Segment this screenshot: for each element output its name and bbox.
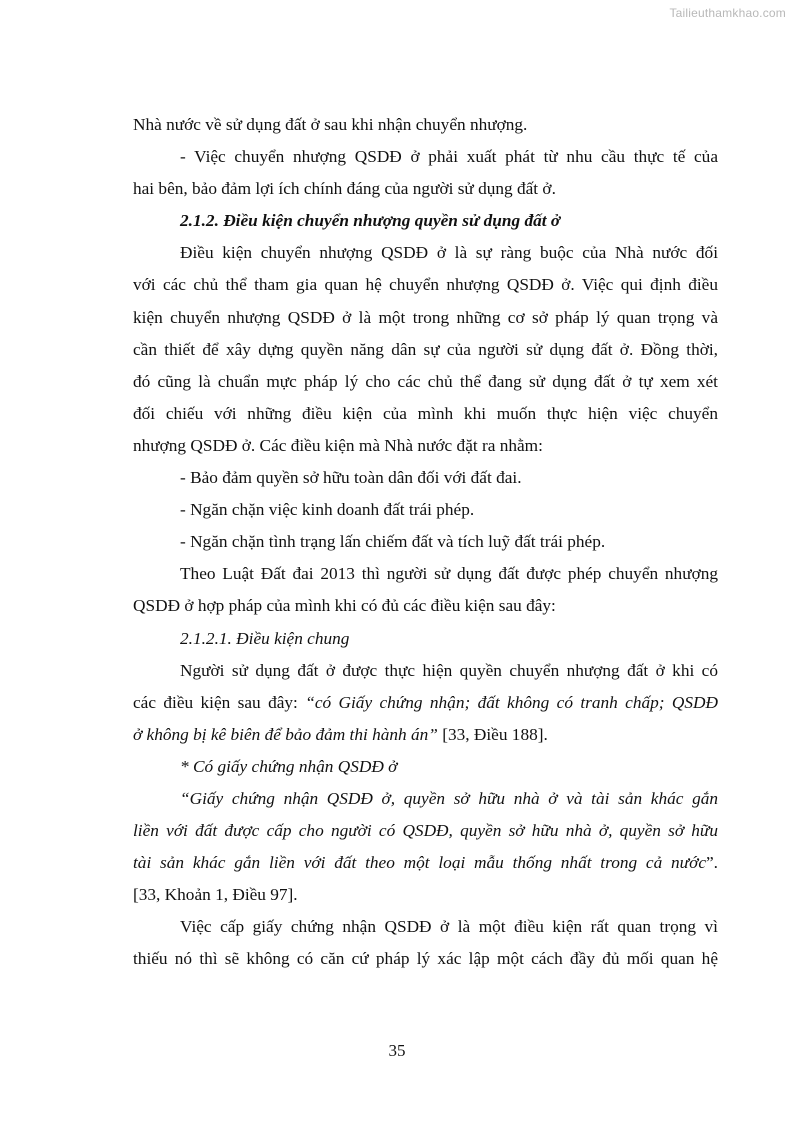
bullet-item: - Ngăn chặn việc kinh doanh đất trái phép. — [180, 500, 475, 520]
text-line: Người sử dụng đất ở được thực hiện quyền chuyển nhượng đất ở khi có — [180, 660, 718, 680]
text-line: Điều kiện chuyển nhượng QSDĐ ở là sự ràng buộc của Nhà nước đối — [180, 243, 718, 263]
citation: [33, Khoản 1, Điều 97]. — [133, 885, 298, 905]
quote-line: “Giấy chứng nhận QSDĐ ở, quyền sở hữu nhà ở và tài sản khác gắn — [180, 788, 718, 808]
page-body — [133, 109, 718, 976]
text-line: Theo Luật Đất đai 2013 thì người sử dụng đất được phép chuyển nhượng — [180, 564, 718, 584]
text-line: đó cũng là chuẩn mực pháp lý cho các chủ thể đang sử dụng đất ở tự xem xét — [133, 371, 718, 391]
page-number: 35 — [388, 1041, 406, 1060]
text-line: hai bên, bảo đảm lợi ích chính đáng của người sử dụng đất ở. — [133, 179, 556, 199]
text-line: với các chủ thể tham gia quan hệ chuyển nhượng QSDĐ ở. Việc qui định điều — [133, 275, 718, 295]
sub-heading: * Có giấy chứng nhận QSDĐ ở — [180, 756, 398, 776]
subsection-heading: 2.1.2.1. Điều kiện chung — [180, 628, 350, 648]
text-line: QSDĐ ở hợp pháp của mình khi có đủ các điều kiện sau đây: — [133, 596, 556, 616]
text-line: kiện chuyển nhượng QSDĐ ở là một trong những cơ sở pháp lý quan trọng và — [133, 307, 718, 327]
quote-segment: ở không bị kê biên để bảo đảm thi hành án” — [133, 724, 438, 744]
text-line: thiếu nó thì sẽ không có căn cứ pháp lý xác lập một cách đầy đủ mối quan hệ — [133, 949, 718, 969]
watermark: Tailieuthamkhao.com — [669, 6, 786, 20]
text-segment: các điều kiện sau đây: — [133, 692, 306, 712]
quote-segment: tài sản khác gắn liền với đất theo một loại mẫu thống nhất trong cả nước — [133, 853, 706, 873]
quote-line — [133, 847, 718, 879]
text-line: Nhà nước về sử dụng đất ở sau khi nhận chuyển nhượng. — [133, 115, 528, 134]
section-heading: 2.1.2. Điều kiện chuyển nhượng quyền sử dụng đất ở — [180, 211, 561, 231]
text-line: Việc cấp giấy chứng nhận QSDĐ ở là một điều kiện rất quan trọng vì — [180, 917, 718, 937]
bullet-item: - Ngăn chặn tình trạng lấn chiếm đất và tích luỹ đất trái phép. — [180, 532, 606, 552]
bullet-item: - Bảo đảm quyền sở hữu toàn dân đối với đất đai. — [180, 468, 522, 488]
text-line: - Việc chuyển nhượng QSDĐ ở phải xuất phát từ nhu cầu thực tế của — [180, 147, 718, 167]
text-line: nhượng QSDĐ ở. Các điều kiện mà Nhà nước đặt ra nhằm: — [133, 435, 543, 455]
citation: [33, Điều 188]. — [437, 724, 548, 744]
quote-segment: “có Giấy chứng nhận; đất không có tranh chấp; QSDĐ — [305, 692, 718, 712]
quote-line: liền với đất được cấp cho người có QSDĐ, quyền sở hữu nhà ở, quyền sở hữu — [133, 821, 718, 841]
text-line — [133, 719, 718, 751]
quote-close: ”. — [706, 853, 718, 873]
text-line: cần thiết để xây dựng quyền năng dân sự của người sử dụng đất ở. Đồng thời, — [133, 339, 718, 359]
text-line: đối chiếu với những điều kiện của mình khi muốn thực hiện việc chuyển — [133, 403, 718, 423]
text-line — [133, 687, 718, 719]
